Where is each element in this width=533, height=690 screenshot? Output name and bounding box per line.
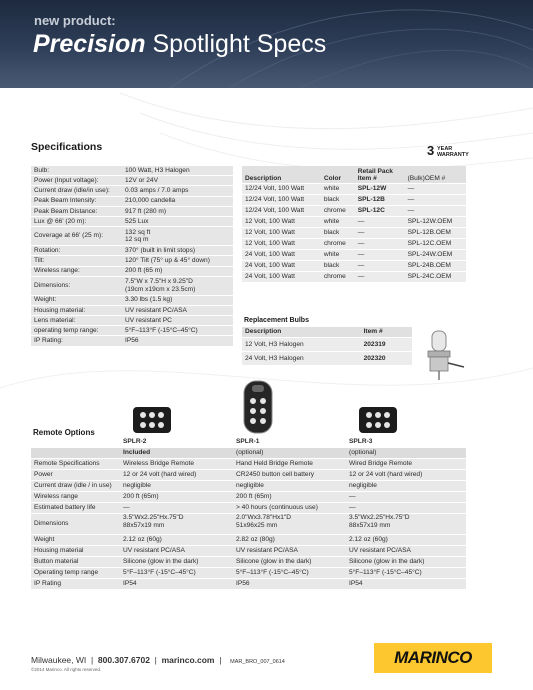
col-retail xyxy=(355,166,405,184)
col-splr2: SPLR-2 xyxy=(120,437,233,448)
remote-value: Silicone (glow in the dark) xyxy=(233,557,346,568)
product-table xyxy=(242,166,466,283)
remote-value: Hand Held Bridge Remote xyxy=(233,459,346,470)
remote-value: IP54 xyxy=(346,579,466,590)
table-row xyxy=(31,514,466,535)
spec-label: Tilt: xyxy=(31,256,122,266)
remote-value: 5°F–113°F (-15°C–45°C) xyxy=(346,568,466,579)
product-oem: — xyxy=(405,206,466,217)
product-description: 12/24 Volt, 100 Watt xyxy=(242,206,321,217)
table-row xyxy=(31,326,233,336)
table-header-row xyxy=(31,437,466,448)
spec-value: 12V or 24V xyxy=(122,176,233,186)
table-row xyxy=(31,295,233,305)
remote-value: 2.12 oz (60g) xyxy=(346,535,466,546)
title-rest: Spotlight Specs xyxy=(145,30,327,58)
table-row xyxy=(31,492,466,503)
table-row xyxy=(242,206,466,217)
logo-text: MARINCO xyxy=(394,648,472,667)
table-row xyxy=(31,246,233,256)
warranty-line2: WARRANTY xyxy=(437,152,469,158)
warranty-line1: YEAR xyxy=(437,146,453,152)
bulb-description: 12 Volt, H3 Halogen xyxy=(242,338,361,352)
remote-value: Silicone (glow in the dark) xyxy=(346,557,466,568)
remote-row-label: Estimated battery life xyxy=(31,503,120,514)
remote-value: negligible xyxy=(346,481,466,492)
spec-label: Current draw (idle/in use): xyxy=(31,186,122,196)
table-row xyxy=(31,166,233,176)
remote-value-line2: 88x57x19 mm xyxy=(123,521,165,529)
remote-value: — xyxy=(346,492,466,503)
product-retail: SPL-12W xyxy=(355,184,405,195)
remote-options-table xyxy=(31,437,466,590)
product-color: black xyxy=(321,261,355,272)
product-retail: — xyxy=(355,228,405,239)
product-color: chrome xyxy=(321,206,355,217)
page-title xyxy=(33,30,326,59)
footer-website-link[interactable]: marinco.com xyxy=(161,655,215,665)
product-retail: — xyxy=(355,239,405,250)
product-oem: SPL-24B.OEM xyxy=(405,261,466,272)
col-remote-label xyxy=(31,437,120,448)
table-row xyxy=(31,481,466,492)
spec-value: 100 Watt, H3 Halogen xyxy=(122,166,233,176)
footer-copyright: ©2014 Marinco. All rights reserved. xyxy=(31,667,102,672)
col-splr1: SPLR-1 xyxy=(233,437,346,448)
product-retail: — xyxy=(355,261,405,272)
table-header-row xyxy=(242,166,466,184)
remote-value-line1: 2.0"Wx3.78"Hx1"D xyxy=(236,514,292,521)
specifications-title: Specifications xyxy=(31,141,103,153)
col-retail-bottom: Item # xyxy=(357,175,377,183)
bulb-item: 202320 xyxy=(361,352,412,366)
spec-label: Lux @ 66' (20 m): xyxy=(31,216,122,226)
remote-value: UV resistant PC/ASA xyxy=(120,546,233,557)
product-retail: — xyxy=(355,217,405,228)
product-color: black xyxy=(321,195,355,206)
product-description: 24 Volt, 100 Watt xyxy=(242,250,321,261)
remote-options-title: Remote Options xyxy=(33,428,95,437)
warranty-number: 3 xyxy=(427,143,435,158)
product-color: chrome xyxy=(321,239,355,250)
remote-row-label: Remote Specifications xyxy=(31,459,120,470)
remote-value xyxy=(346,514,466,535)
table-row xyxy=(242,195,466,206)
product-retail: — xyxy=(355,272,405,283)
spec-value-line1: 7.5"W x 7.5"H x 9.25"D xyxy=(125,278,193,286)
remote-value: negligible xyxy=(233,481,346,492)
spec-label: Housing material: xyxy=(31,305,122,315)
spec-value: 0.03 amps / 7.0 amps xyxy=(122,186,233,196)
product-oem: SPL-24W.OEM xyxy=(405,250,466,261)
remote-value xyxy=(120,514,233,535)
remote-row-label: Housing material xyxy=(31,546,120,557)
spec-value: UV resistant PC/ASA xyxy=(122,305,233,315)
table-row xyxy=(31,305,233,315)
remote-row-label: Operating temp range xyxy=(31,568,120,579)
table-row xyxy=(242,352,412,366)
remote-value: > 40 hours (continuous use) xyxy=(233,503,346,514)
product-color: white xyxy=(321,184,355,195)
bulb-description: 24 Volt, H3 Halogen xyxy=(242,352,361,366)
remote-value: UV resistant PC/ASA xyxy=(346,546,466,557)
table-row xyxy=(31,276,233,295)
remote-value xyxy=(233,514,346,535)
remote-value: — xyxy=(120,503,233,514)
specifications-table xyxy=(31,166,233,347)
remote-value: 200 ft (65m) xyxy=(233,492,346,503)
remote-value: 5°F–113°F (-15°C–45°C) xyxy=(233,568,346,579)
table-row xyxy=(31,546,466,557)
product-color: chrome xyxy=(321,272,355,283)
product-color: black xyxy=(321,228,355,239)
remote-value-line1: 3.5"Wx2.25"Hx.75"D xyxy=(123,514,184,521)
spec-value: IP56 xyxy=(122,336,233,346)
footer-contact: Milwaukee, WI | 800.307.6702 | marinco.com | MAR_BRO_007_0614 xyxy=(31,655,285,665)
remote-value: IP54 xyxy=(120,579,233,590)
table-row xyxy=(242,261,466,272)
remote-value: CR2450 button cell battery xyxy=(233,470,346,481)
spec-value: 370° (built in limit stops) xyxy=(122,246,233,256)
remote-value: IP56 xyxy=(233,579,346,590)
col-oem-label: (Bulk)OEM # xyxy=(407,175,446,183)
product-description: 12 Volt, 100 Watt xyxy=(242,228,321,239)
spec-value-line2: 12 sq m xyxy=(125,236,149,244)
spec-label: Peak Beam Intensity: xyxy=(31,196,122,206)
table-row xyxy=(31,316,233,326)
product-description: 12/24 Volt, 100 Watt xyxy=(242,195,321,206)
spec-label: Rotation: xyxy=(31,246,122,256)
product-color: white xyxy=(321,250,355,261)
remote-value-line2: 88x57x19 mm xyxy=(349,521,391,529)
spec-value: 120° Tilt (75° up & 45° down) xyxy=(122,256,233,266)
col-oem xyxy=(405,166,466,184)
spec-value-line1: 132 sq ft xyxy=(125,228,151,236)
table-row xyxy=(31,557,466,568)
product-color: white xyxy=(321,217,355,228)
table-row xyxy=(31,206,233,216)
spec-value: 200 ft (65 m) xyxy=(122,266,233,276)
table-row xyxy=(242,228,466,239)
remote-value: 5°F–113°F (-15°C–45°C) xyxy=(120,568,233,579)
product-oem: SPL-24C.OEM xyxy=(405,272,466,283)
remote-value-line1: 3.5"Wx2.25"Hx.75"D xyxy=(349,514,410,521)
remote-splr3-image xyxy=(358,406,398,434)
table-row xyxy=(31,336,233,346)
remote-row-label xyxy=(31,448,120,459)
remote-inclusion: (optional) xyxy=(346,448,466,459)
product-description: 24 Volt, 100 Watt xyxy=(242,272,321,283)
remote-inclusion: (optional) xyxy=(233,448,346,459)
table-row xyxy=(31,196,233,206)
product-description: 24 Volt, 100 Watt xyxy=(242,261,321,272)
remote-row-label: Dimensions xyxy=(31,514,120,535)
table-row xyxy=(242,250,466,261)
table-row xyxy=(242,239,466,250)
table-row xyxy=(31,503,466,514)
table-row xyxy=(31,459,466,470)
table-row xyxy=(242,217,466,228)
product-description: 12 Volt, 100 Watt xyxy=(242,239,321,250)
table-row xyxy=(242,272,466,283)
bulb-item: 202319 xyxy=(361,338,412,352)
table-row xyxy=(242,184,466,195)
product-retail: — xyxy=(355,250,405,261)
spec-label: Wireless range: xyxy=(31,266,122,276)
spec-value xyxy=(122,227,233,246)
remote-value: UV resistant PC/ASA xyxy=(233,546,346,557)
footer-doc-code: MAR_BRO_007_0614 xyxy=(230,659,285,665)
footer-phone: 800.307.6702 xyxy=(97,655,150,665)
remote-row-label: IP Rating xyxy=(31,579,120,590)
remote-value: 200 ft (65m) xyxy=(120,492,233,503)
remote-value-line2: 51x96x25 mm xyxy=(236,521,278,529)
remote-row-label: Current draw (idle / in use) xyxy=(31,481,120,492)
remote-value: 12 or 24 volt (hard wired) xyxy=(120,470,233,481)
product-oem: — xyxy=(405,195,466,206)
remote-row-label: Power xyxy=(31,470,120,481)
halogen-bulb-image xyxy=(418,327,468,382)
remote-value: — xyxy=(346,503,466,514)
table-row xyxy=(31,186,233,196)
table-row xyxy=(31,266,233,276)
remote-splr1-image xyxy=(243,380,273,434)
table-row xyxy=(31,579,466,590)
header-banner xyxy=(0,0,533,88)
remote-row-label: Weight xyxy=(31,535,120,546)
product-oem: SPL-12B.OEM xyxy=(405,228,466,239)
col-color: Color xyxy=(321,166,355,184)
spec-value: 5°F–113°F (-15°C–45°C) xyxy=(122,326,233,336)
table-row xyxy=(31,448,466,459)
spec-value: 210,000 candella xyxy=(122,196,233,206)
remote-value: Silicone (glow in the dark) xyxy=(120,557,233,568)
remote-row-label: Button material xyxy=(31,557,120,568)
remote-value: 2.82 oz (80g) xyxy=(233,535,346,546)
spec-label: Peak Beam Distance: xyxy=(31,206,122,216)
product-oem: SPL-12W.OEM xyxy=(405,217,466,228)
col-bulb-description: Description xyxy=(242,327,361,338)
spec-value: 3.30 lbs (1.5 kg) xyxy=(122,295,233,305)
col-bulb-item: Item # xyxy=(361,327,412,338)
spec-value xyxy=(122,276,233,295)
spec-label: Bulb: xyxy=(31,166,122,176)
col-description: Description xyxy=(242,166,321,184)
spec-label: IP Rating: xyxy=(31,336,122,346)
col-retail-top: Retail Pack xyxy=(357,167,393,175)
replacement-bulbs-title: Replacement Bulbs xyxy=(244,317,309,324)
remote-value: 2.12 oz (60g) xyxy=(120,535,233,546)
spec-value-line2: (19cm x19cm x 23.5cm) xyxy=(125,285,196,293)
title-bold: Precision xyxy=(33,30,146,58)
table-row xyxy=(31,535,466,546)
col-splr3: SPLR-3 xyxy=(346,437,466,448)
table-header-row xyxy=(242,327,412,338)
footer-city: Milwaukee, WI xyxy=(31,655,87,665)
product-retail: SPL-12B xyxy=(355,195,405,206)
table-row xyxy=(31,227,233,246)
product-description: 12/24 Volt, 100 Watt xyxy=(242,184,321,195)
product-oem: SPL-12C.OEM xyxy=(405,239,466,250)
remote-splr2-image xyxy=(132,406,172,434)
header-kicker: new product: xyxy=(34,13,116,28)
remote-value: Wired Bridge Remote xyxy=(346,459,466,470)
replacement-bulbs-table xyxy=(242,327,412,366)
spec-label: Dimensions: xyxy=(31,276,122,295)
product-retail: SPL-12C xyxy=(355,206,405,217)
spec-value: 917 ft (280 m) xyxy=(122,206,233,216)
spec-value: 525 Lux xyxy=(122,216,233,226)
marinco-logo xyxy=(374,643,492,673)
remote-value: Wireless Bridge Remote xyxy=(120,459,233,470)
spec-value: UV resistant PC xyxy=(122,316,233,326)
spec-label: Coverage at 66' (25 m): xyxy=(31,227,122,246)
table-row xyxy=(31,176,233,186)
spec-label: operating temp range: xyxy=(31,326,122,336)
spec-label: Lens material: xyxy=(31,316,122,326)
remote-value: negligible xyxy=(120,481,233,492)
table-row xyxy=(31,568,466,579)
table-row xyxy=(31,470,466,481)
spec-label: Power (Input voltage): xyxy=(31,176,122,186)
table-row xyxy=(31,256,233,266)
table-row xyxy=(31,216,233,226)
remote-row-label: Wireless range xyxy=(31,492,120,503)
remote-value: 12 or 24 volt (hard wired) xyxy=(346,470,466,481)
product-oem: — xyxy=(405,184,466,195)
table-row xyxy=(242,338,412,352)
product-description: 12 Volt, 100 Watt xyxy=(242,217,321,228)
spec-label: Weight: xyxy=(31,295,122,305)
remote-inclusion: Included xyxy=(120,448,233,459)
